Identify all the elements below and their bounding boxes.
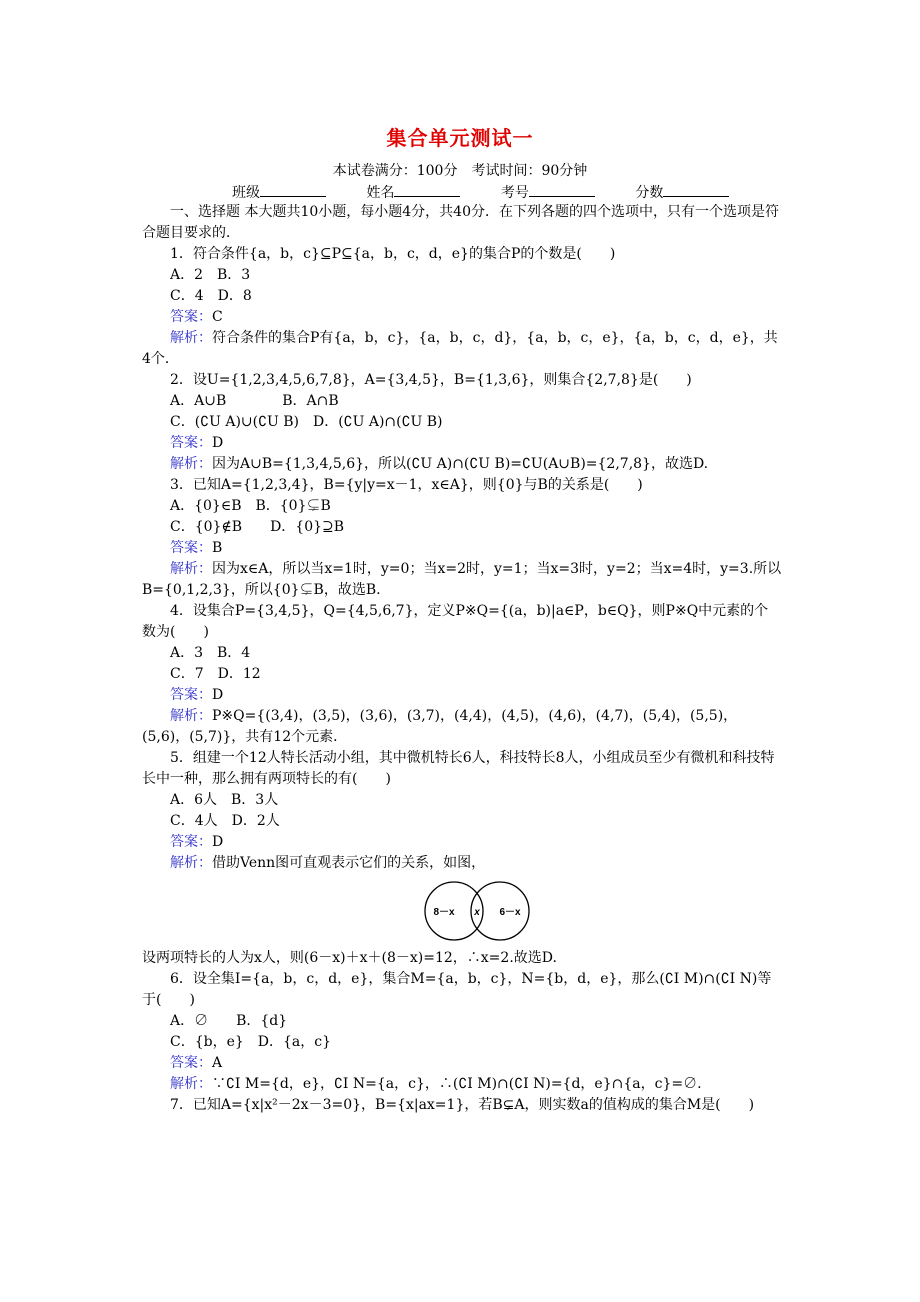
student-fields: [232, 182, 765, 202]
question-options: C．{0}∉B D．{0}⊇B: [170, 519, 345, 535]
answer-value: D: [212, 834, 224, 850]
solution-label: 解析：: [170, 456, 212, 472]
venn-mid-label: x: [474, 907, 480, 918]
venn-left-label: 8－x: [433, 907, 455, 918]
question-options: C．4人 D．2人: [170, 813, 280, 829]
class-label: 班级: [232, 185, 260, 201]
exam-meta: 本试卷满分：100分 考试时间：90分钟: [332, 163, 588, 179]
solution-line: [142, 853, 782, 874]
name-blank: [394, 184, 460, 197]
question-options: A．{0}∈B B．{0}⊊B: [170, 498, 331, 514]
score-field: [635, 185, 729, 201]
answer-label: 答案：: [170, 1055, 212, 1071]
solution-line: [142, 328, 782, 370]
score-blank: [663, 184, 729, 197]
question-options: A．A∪B B．A∩B: [170, 393, 339, 409]
solution-label: 解析：: [170, 1076, 212, 1092]
section-heading: 一、选择题 本大题共10小题，每小题4分，共40分．在下列各题的四个选项中，只有一个选项是符合题目要求的．: [142, 204, 779, 241]
id-field: [501, 185, 595, 201]
answer-label: 答案：: [170, 687, 212, 703]
solution-text: P※Q={(3,4)，(3,5)，(3,6)，(3,7)，(4,4)，(4,5)，(4,6)，(4,7)，(5,4)，(5,5)，(5,6)，(5,7)}，共有12个元素．: [142, 708, 738, 745]
answer-label: 答案：: [170, 540, 212, 556]
question-options: A．3 B．4: [170, 645, 251, 661]
solution-label: 解析：: [170, 708, 212, 724]
question-stem: 2．设U={1,2,3,4,5,6,7,8}，A={3,4,5}，B={1,3,6}，则集合{2,7,8}是( ): [170, 372, 692, 388]
exam-content: [142, 202, 782, 1116]
venn-diagram: [422, 880, 532, 942]
solution-line: [142, 559, 782, 601]
solution-line: [142, 1074, 782, 1095]
solution-text: 因为A∪B={1,3,4,5,6}，所以(∁U A)∩(∁U B)=∁U(A∪B)={2,7,8}，故选D.: [212, 456, 709, 472]
answer-line: [142, 685, 782, 706]
solution-text: 因为x∈A，所以当x=1时，y=0；当x=2时，y=1；当x=3时，y=2；当x=4时，y=3.所以B={0,1,2,3}，所以{0}⊊B，故选B.: [142, 561, 782, 598]
name-label: 姓名: [366, 185, 395, 201]
class-field: [232, 185, 326, 201]
question-options: C．4 D．8: [170, 288, 252, 304]
question-stem: 1．符合条件{a，b，c}⊆P⊆{a，b，c，d，e}的集合P的个数是( ): [170, 246, 616, 262]
name-field: [366, 185, 460, 201]
question-options: A．2 B．3: [170, 267, 251, 283]
solution-line: [142, 706, 782, 748]
question-options: A．∅ B．{d}: [170, 1013, 288, 1029]
answer-line: [142, 832, 782, 853]
solution-label: 解析：: [170, 855, 212, 871]
question-options: C．{b，e} D．{a，c}: [170, 1034, 331, 1050]
venn-right-label: 6－x: [499, 907, 521, 918]
answer-value: A: [212, 1055, 223, 1071]
id-blank: [529, 184, 595, 197]
question-stem: 5．组建一个12人特长活动小组，其中微机特长6人，科技特长8人，小组成员至少有微机和科技特长中一种，那么拥有两项特长的有( ): [142, 750, 775, 787]
answer-value: C: [212, 309, 223, 325]
answer-value: D: [212, 435, 224, 451]
question-options: C．(∁U A)∪(∁U B) D．(∁U A)∩(∁U B): [170, 414, 443, 430]
solution-label: 解析：: [170, 330, 212, 346]
question-options: A．6人 B．3人: [170, 792, 279, 808]
answer-line: [142, 1053, 782, 1074]
answer-line: [142, 433, 782, 454]
answer-label: 答案：: [170, 834, 212, 850]
score-label: 分数: [635, 185, 664, 201]
answer-line: [142, 538, 782, 559]
class-blank: [260, 184, 326, 197]
question-options: C．7 D．12: [170, 666, 261, 682]
question-stem: 4．设集合P={3,4,5}，Q={4,5,6,7}，定义P※Q={(a，b)|a∈P，b∈Q}，则P※Q中元素的个数为( ): [142, 603, 769, 640]
solution-line: [142, 454, 782, 475]
answer-label: 答案：: [170, 435, 212, 451]
answer-value: B: [212, 540, 223, 556]
question-stem: 3．已知A={1,2,3,4}，B={y|y=x－1，x∈A}，则{0}与B的关系是( ): [170, 477, 643, 493]
answer-label: 答案：: [170, 309, 212, 325]
solution-text: 借助Venn图可直观表示它们的关系，如图，: [212, 855, 486, 871]
page-title: 集合单元测试一: [386, 126, 534, 150]
id-label: 考号: [500, 185, 529, 201]
question-stem: 6．设全集I={a，b，c，d，e}，集合M={a，b，c}，N={b，d，e}，那么(∁I M)∩(∁I N)等于( ): [142, 971, 772, 1008]
answer-value: D: [212, 687, 224, 703]
question-stem: 7．已知A={x|x²－2x－3=0}，B={x|ax=1}，若B⊊A，则实数a的值构成的集合M是( ): [170, 1097, 755, 1113]
solution-label: 解析：: [170, 561, 212, 577]
solution-text: 符合条件的集合P有{a，b，c}，{a，b，c，d}，{a，b，c，e}，{a，b，c，d，e}，共4个．: [142, 330, 778, 367]
answer-line: [142, 307, 782, 328]
solution-text: ∵∁I M={d，e}，∁I N={a，c}，∴(∁I M)∩(∁I N)={d，e}∩{a，c}=∅.: [212, 1076, 702, 1092]
solution-continuation: 设两项特长的人为x人，则(6－x)＋x＋(8－x)=12，∴x=2.故选D.: [142, 950, 557, 966]
